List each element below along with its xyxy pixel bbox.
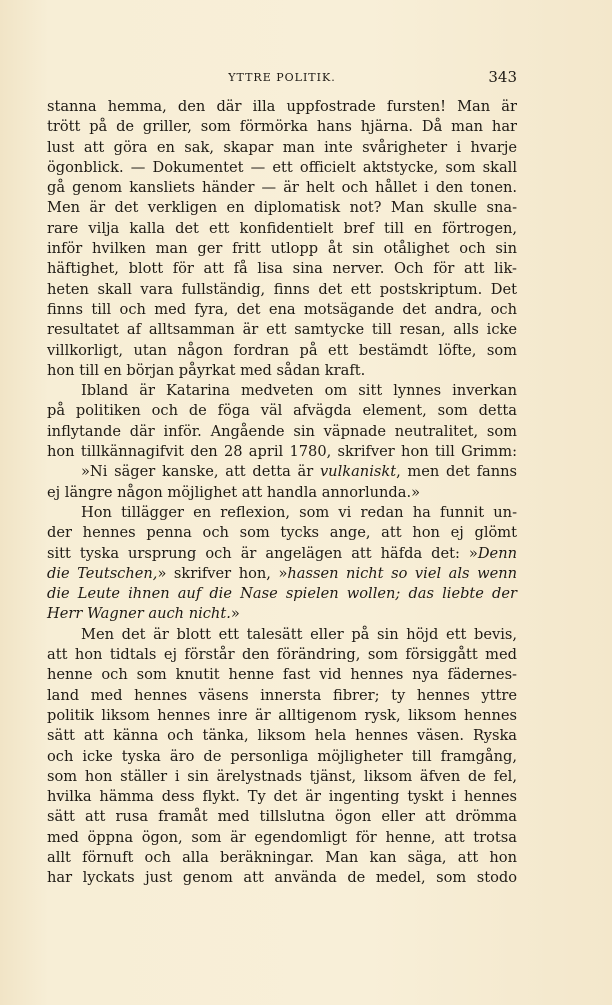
text-line: henne och som knutit henne fast vid hennes nya fädernes- <box>47 666 517 684</box>
paragraph-start-line: Hon tillägger en reflexion, som vi redan ha funnit un- <box>81 503 517 521</box>
text-line: Herr Wagner auch nicht.» <box>47 605 240 623</box>
text-line: på politiken och de föga väl afvägda element, som detta <box>47 402 517 420</box>
text-line: gå genom kansliets händer — är helt och hållet i den tonen. <box>47 179 517 197</box>
page-header <box>47 68 517 88</box>
running-head: YTTRE POLITIK. <box>228 71 336 84</box>
text-line: sätt att rusa framåt med tillslutna ögon eller att drömma <box>47 808 517 826</box>
text-line: trött på de griller, som förmörka hans hjärna. Då man har <box>47 118 517 136</box>
text-line: med öppna ögon, som är egendomligt för henne, att trotsa <box>47 828 517 846</box>
text-line: die Teutschen,» skrifver hon, »hassen nicht so viel als wenn <box>47 564 517 582</box>
text-line: ej längre någon möjlighet att handla annorlunda.» <box>47 483 421 501</box>
text-line: finns till och med fyra, det ena motsägande det andra, och <box>47 300 517 318</box>
text-line: häftighet, blott för att få lisa sina nerver. Och för att lik- <box>47 260 517 278</box>
text-line: ögonblick. — Dokumentet — ett officielt aktstycke, som skall <box>47 158 517 176</box>
text-line: inför hvilken man ger fritt utlopp åt sin otålighet och sin <box>47 240 517 258</box>
text-line: rare vilja kalla det ett konfidentielt bref till en förtrogen, <box>47 219 517 237</box>
paragraph-start-line: Men det är blott ett talesätt eller på sin höjd ett bevis, <box>81 625 517 643</box>
text-line: har lyckats just genom att använda de medel, som stodo <box>47 869 517 887</box>
text-line: resultatet af alltsamman är ett samtycke till resan, alls icke <box>47 321 517 339</box>
text-line: inflytande där inför. Angående sin väpnade neutralitet, som <box>47 422 517 440</box>
text-line: die Leute ihnen auf die Nase spielen wollen; das liebte der <box>47 585 517 603</box>
body-text <box>47 97 517 889</box>
paragraph-start-line: Ibland är Katarina medveten om sitt lynnes inverkan <box>81 382 517 400</box>
text-line: heten skall vara fullständig, finns det ett postskriptum. Det <box>47 280 517 298</box>
text-line: hon till en början påyrkat med sådan kraft. <box>47 361 366 379</box>
text-line: der hennes penna och som tycks ange, att hon ej glömt <box>47 524 517 542</box>
quote-line: »Ni säger kanske, att detta är vulkaniskt, men det fanns <box>81 463 517 481</box>
text-line: stanna hemma, den där illa uppfostrade fursten! Man är <box>47 98 517 115</box>
text-line: allt förnuft och alla beräkningar. Man kan säga, att hon <box>47 848 517 866</box>
text-line: land med hennes väsens innersta fibrer; ty hennes yttre <box>47 686 517 704</box>
text-line: hon tillkännagifvit den 28 april 1780, skrifver hon till Grimm: <box>47 443 517 461</box>
text-line: och icke tyska äro de personliga möjligheter till framgång, <box>47 747 517 765</box>
text-line: villkorligt, utan någon fordran på ett bestämdt löfte, som <box>47 341 517 359</box>
text-line: sitt tyska ursprung och är angelägen att häfda det: »Denn <box>47 544 517 562</box>
page-number: 343 <box>488 68 517 86</box>
text-line: politik liksom hennes inre är alltigenom rysk, liksom hennes <box>47 706 517 724</box>
text-line: att hon tidtals ej förstår den förändring, som försiggått med <box>47 646 517 664</box>
text-line: som hon ställer i sin ärelystnads tjänst, liksom äfven de fel, <box>47 767 517 785</box>
text-line: lust att göra en sak, skapar man inte svårigheter i hvarje <box>47 138 517 156</box>
text-line: Men är det verkligen en diplomatisk not? Man skulle sna- <box>47 199 517 217</box>
text-line: sätt att känna och tänka, liksom hela hennes väsen. Ryska <box>47 727 517 745</box>
text-line: hvilka hämma dess flykt. Ty det är ingenting tyskt i hennes <box>47 788 517 806</box>
